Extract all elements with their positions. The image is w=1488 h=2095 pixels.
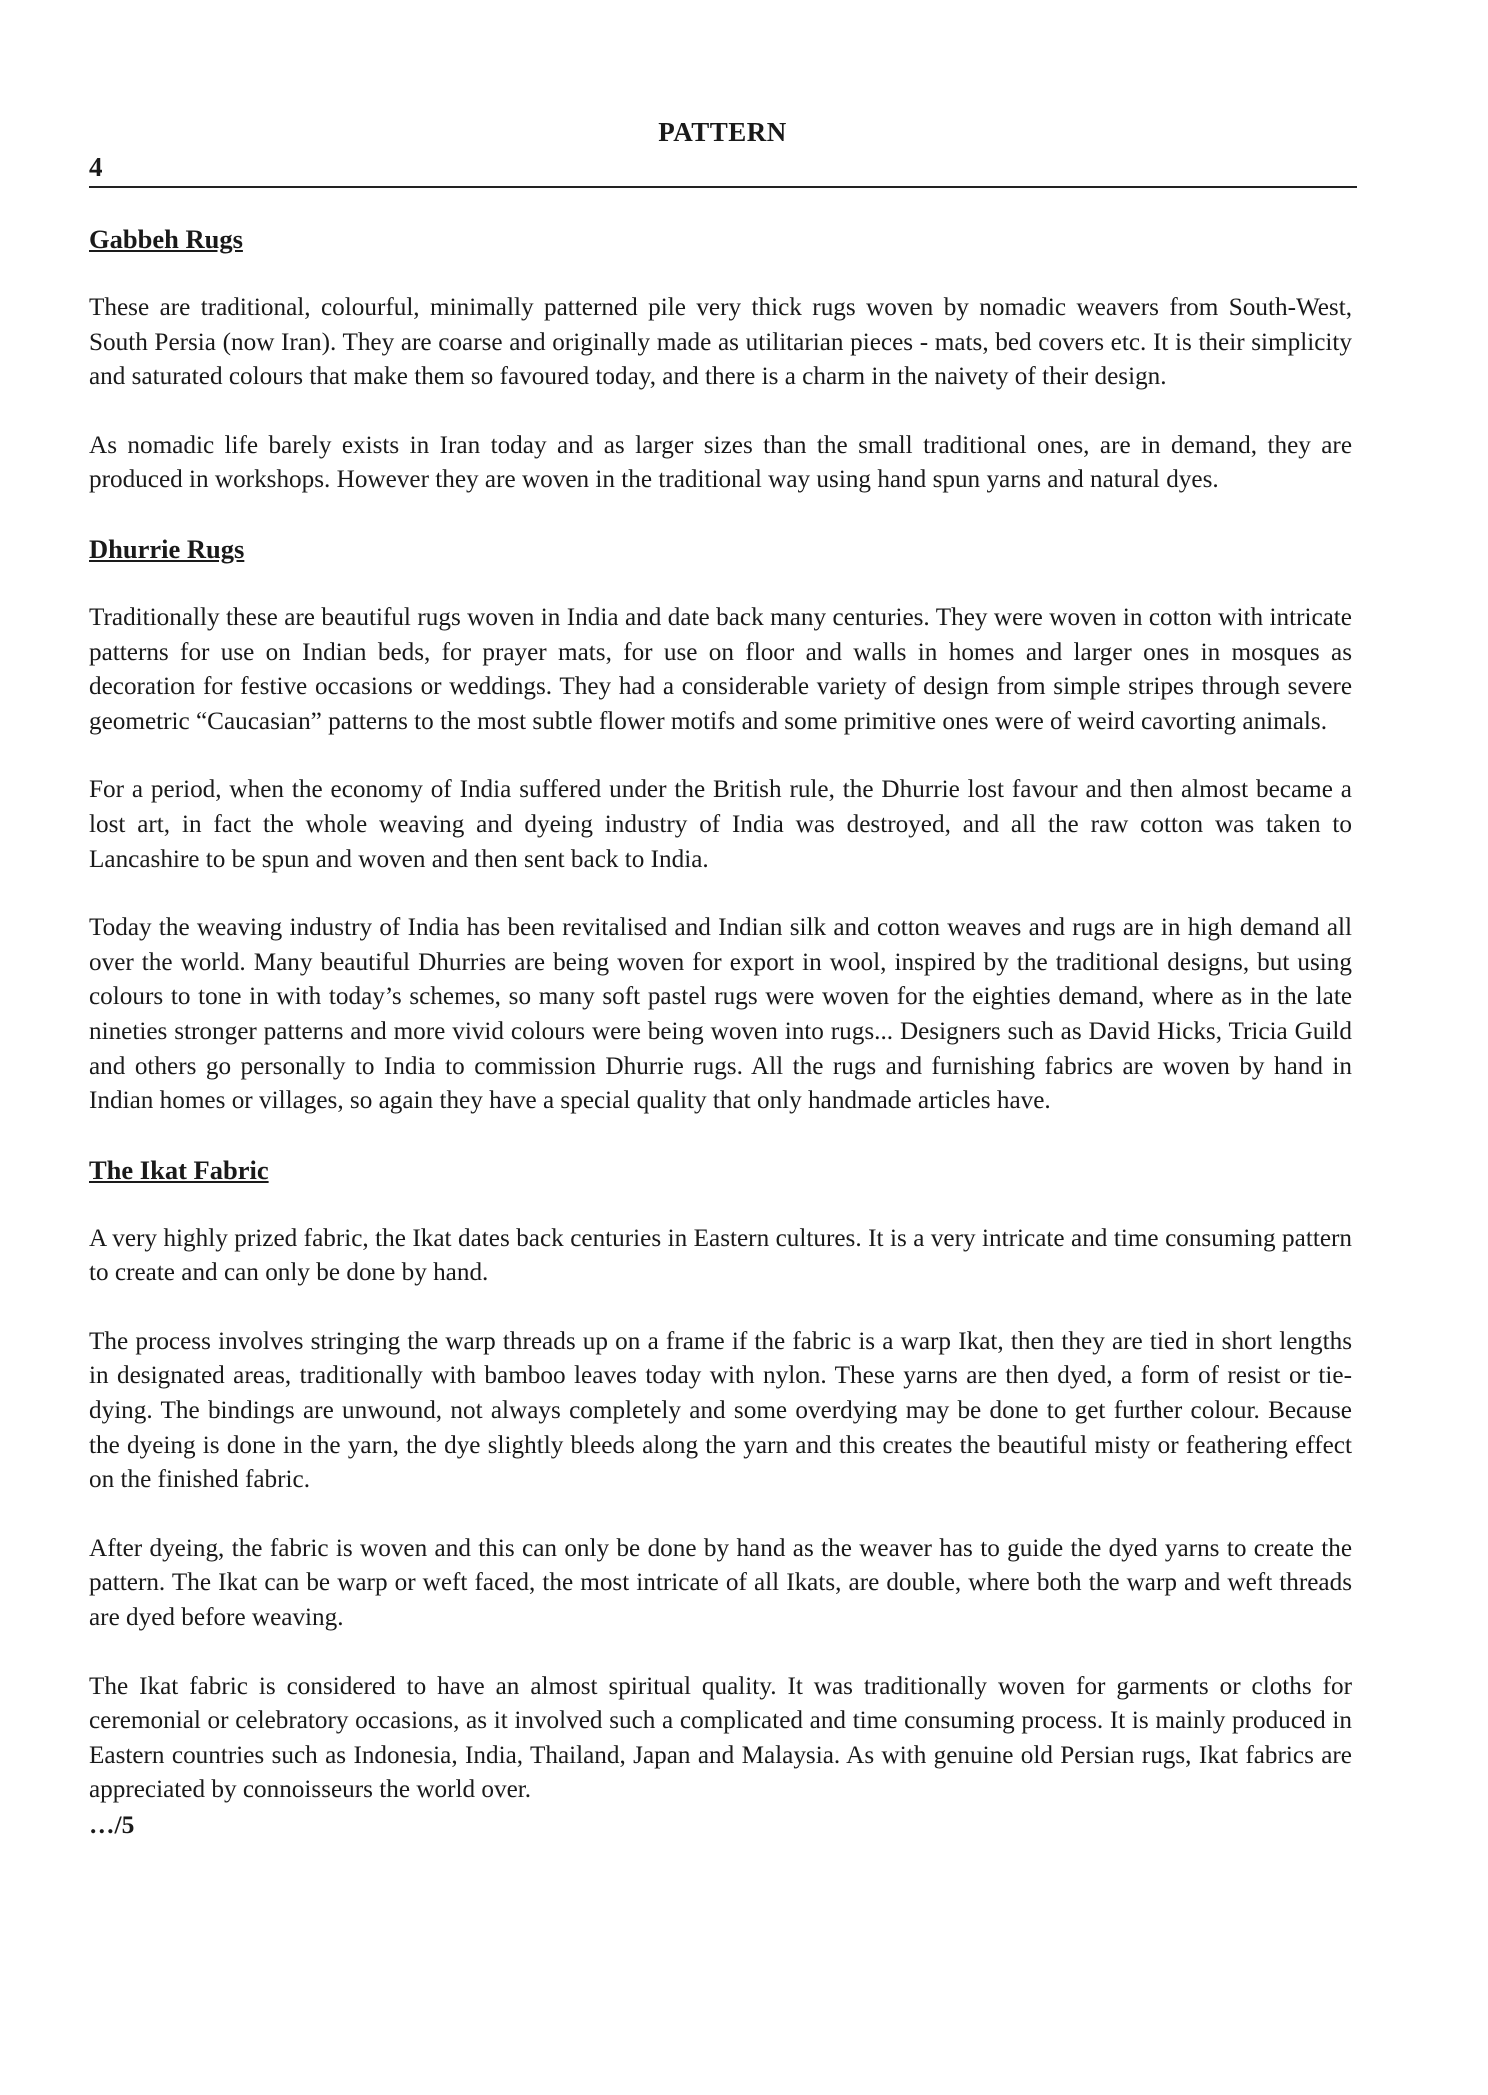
paragraph: A very highly prized fabric, the Ikat dates back centuries in Eastern cultures. It is a very intricate and time consuming pattern to create and can only be done by hand. [89, 1224, 1352, 1287]
continuation-marker: …/5 [89, 1810, 135, 1839]
section-dhurrie-rugs [89, 532, 1352, 1119]
header-rule [89, 186, 1357, 188]
paragraph: As nomadic life barely exists in Iran today and as larger sizes than the small traditional ones, are in demand, they are produced in workshops. However they are woven in the traditional way using hand spun yarns and natural dyes. [89, 431, 1352, 494]
body-content [89, 222, 1352, 1842]
paragraph: The Ikat fabric is considered to have an almost spiritual quality. It was traditionally woven for garments or cloths for ceremonial or celebratory occasions, as it involved such a complicated and time consuming process. It is mainly produced in Eastern countries such as Indonesia, India, Thailand, Japan and Malaysia. As with genuine old Persian rugs, Ikat fabrics are appreciated by connoisseurs the world over. [89, 1672, 1352, 1804]
paragraph: After dyeing, the fabric is woven and this can only be done by hand as the weaver has to guide the dyed yarns to create the pattern. The Ikat can be warp or weft faced, the most intricate of all Ikats, are double, where both the warp and weft threads are dyed before weaving. [89, 1534, 1352, 1632]
section-heading: Gabbeh Rugs [89, 224, 243, 254]
paragraph: The process involves stringing the warp threads up on a frame if the fabric is a warp Ikat, then they are tied in short lengths in designated areas, traditionally with bamboo leaves today with nylon. These yarns are then dyed, a form of resist or tie-dying. The bindings are unwound, not always completely and some overdying may be done to get further colour. Because the dyeing is done in the yarn, the dye slightly bleeds along the yarn and this creates the beautiful misty or feathering effect on the finished fabric. [89, 1327, 1352, 1494]
section-gabbeh-rugs [89, 222, 1352, 498]
paragraph: These are traditional, colourful, minimally patterned pile very thick rugs woven by nomadic weavers from South-West, South Persia (now Iran). They are coarse and originally made as utilitarian pieces - mats, bed covers etc. It is their simplicity and saturated colours that make them so favoured today, and there is a charm in the naivety of their design. [89, 294, 1352, 391]
paragraph: For a period, when the economy of India suffered under the British rule, the Dhurrie lost favour and then almost became a lost art, in fact the whole weaving and dyeing industry of India was destroyed, and all the raw cotton was taken to Lancashire to be spun and woven and then sent back to India. [89, 776, 1352, 873]
section-ikat-fabric [89, 1153, 1352, 1808]
running-title: PATTERN [658, 117, 787, 147]
paragraph: Traditionally these are beautiful rugs woven in India and date back many centuries. They were woven in cotton with intricate patterns for use on Indian beds, for prayer mats, for use on floor and walls in homes and larger ones in mosques as decoration for festive occasions or weddings. They had a considerable variety of design from simple stripes through severe geometric “Caucasian” patterns to the most subtle flower motifs and some primitive ones were of weird cavorting animals. [89, 603, 1352, 735]
page-number: 4 [89, 152, 103, 182]
section-heading: The Ikat Fabric [89, 1154, 269, 1185]
section-heading: Dhurrie Rugs [89, 533, 245, 564]
paragraph: Today the weaving industry of India has been revitalised and Indian silk and cotton weaves and rugs are in high demand all over the world. Many beautiful Dhurries are being woven for export in wool, inspired by the traditional designs, but using colours to tone in with today’s schemes, so many soft pastel rugs were woven for the eighties demand, where as in the late nineties stronger patterns and more vivid colours were being woven into rugs... Designers such as David Hicks, Tricia Guild and others go personally to India to commission Dhurrie rugs. All the rugs and furnishing fabrics are woven by hand in Indian homes or villages, so again they have a special quality that only handmade articles have. [89, 914, 1352, 1115]
